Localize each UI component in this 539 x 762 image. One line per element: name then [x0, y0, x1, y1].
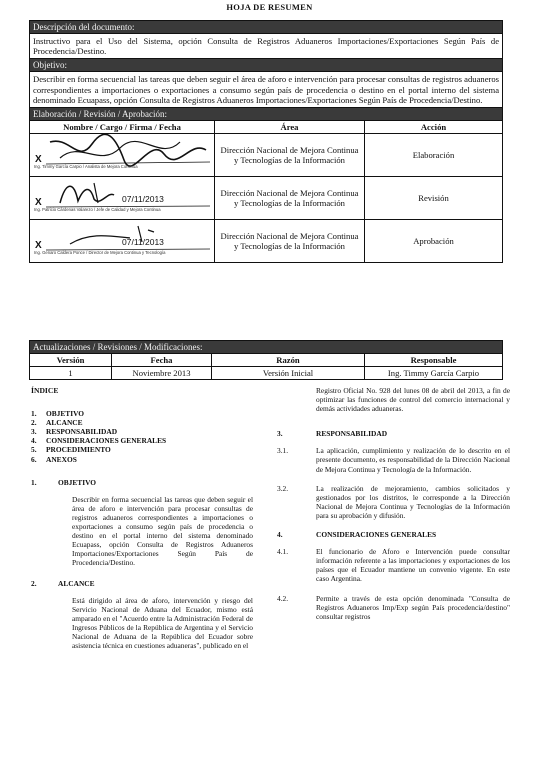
index-item[interactable]: 1. OBJETIVO — [31, 409, 85, 419]
section-heading: 1. OBJETIVO — [31, 477, 97, 487]
subsection: 3.1. La aplicación, cumplimiento y realización de lo descrito en el presente documento, es responsabilidad de la Dirección Nacional de Mejora Continua y Tecnología de la Información. — [277, 446, 510, 474]
signature-cell — [30, 177, 215, 220]
index-item[interactable]: 2. ALCANCE — [31, 418, 83, 428]
signature-caption: Ing. Timmy García Carpio / Analista de Mejora Continua — [34, 164, 138, 170]
index-title: ÍNDICE — [31, 386, 59, 395]
col-razon: Razón — [212, 354, 365, 367]
responsable-cell: Ing. Timmy García Carpio — [365, 367, 503, 380]
signature-date: 07/11/2013 — [122, 194, 164, 205]
signature-x: X — [35, 240, 42, 252]
elaboracion-header: Elaboración / Revisión / Aprobación: — [30, 108, 503, 121]
section-heading: 2. ALCANCE — [31, 578, 95, 588]
signature-row-aprobacion — [30, 220, 503, 263]
subsection: 4.2. Permite a través de esta opción denominada "Consulta de Registros Aduaneros Imp/Exp según País procedencia/destino" consultar registros — [277, 593, 510, 621]
accion-cell: Revisión — [365, 177, 503, 220]
versions-table — [29, 340, 503, 380]
area-cell: Dirección Nacional de Mejora Continua y Tecnologías de la Información — [215, 220, 365, 263]
signature-cell — [30, 220, 215, 263]
razon-cell: Versión Inicial — [212, 367, 365, 380]
area-cell: Dirección Nacional de Mejora Continua y Tecnologías de la Información — [215, 134, 365, 177]
signature-row-elaboracion — [30, 134, 503, 177]
objetivo-header: Objetivo: — [30, 59, 503, 72]
section-text: Está dirigido al área de aforo, intervención y riesgo del Servicio Nacional de Aduana del Ecuador, mismo está amparado en el "Acuerdo entre la Administración Federal de Ingresos Públicos de la República de Argentina y el Servicio Nacional de Aduana de la República del Ecuador sobre asistencia técnica en cuestiones aduaneras", publicado en el — [72, 595, 253, 651]
col-responsable: Responsable — [365, 354, 503, 367]
col-nombre: Nombre / Cargo / Firma / Fecha — [30, 121, 215, 134]
col-area: Área — [215, 121, 365, 134]
signature-date: 07/11/2013 — [122, 237, 164, 248]
index-item[interactable]: 5. PROCEDIMIENTO — [31, 445, 111, 455]
signature-cell — [30, 134, 215, 177]
col-fecha: Fecha — [112, 354, 212, 367]
signature-x: X — [35, 154, 42, 166]
page-title: HOJA DE RESUMEN — [226, 2, 313, 12]
version-cell: 1 — [30, 367, 112, 380]
index-item[interactable]: 6. ANEXOS — [31, 454, 77, 464]
section-text: Describir en forma secuencial las tareas que deben seguir el área de aforo e intervención para procesar consultas de registros aduaneros correspondientes a importaciones o exportaciones a consumo según país de procedencia o destino en el portal interno del sistema denominado Ecuapass, opción Consulta de Registros Aduaneros Importaciones/Exportaciones Según País de Procedencia/Destino. — [72, 494, 253, 568]
area-cell: Dirección Nacional de Mejora Continua y Tecnologías de la Información — [215, 177, 365, 220]
fecha-cell: Noviembre 2013 — [112, 367, 212, 380]
descripcion-text: Instructivo para el Uso del Sistema, opción Consulta de Registros Aduaneros Importaciones/Exportaciones Según País de Procedencia/Destino. — [30, 34, 503, 59]
signature-x: X — [35, 197, 42, 209]
signature-row-revision — [30, 177, 503, 220]
section-heading: 3. RESPONSABILIDAD — [277, 429, 388, 439]
table-row — [30, 367, 503, 380]
subsection: 3.2. La realización de mejoramiento, cambios solicitados y gestionados por los distritos, le corresponde a la Dirección Nacional de Mejora Continua y Tecnologías de la Información para su aprobación y difusión. — [277, 483, 510, 520]
accion-cell: Aprobación — [365, 220, 503, 263]
index-item[interactable]: 4. CONSIDERACIONES GENERALES — [31, 436, 167, 446]
objetivo-text: Describir en forma secuencial las tareas que deben seguir el área de aforo e intervención para procesar consultas de registros aduaneros correspondientes a importaciones o exportaciones a consumo según país de procedencia o destino en el portal interno del sistema denominado Ecuapass, opción Consulta de Registros Aduaneros Importaciones/Exportaciones Según País de Procedencia/Destino. — [30, 72, 503, 108]
summary-table — [29, 20, 503, 263]
section-text: Registro Oficial No. 928 del lunes 08 de abril del 2013, a fin de optimizar las funciones de control del comercio internacional y demás actividades aduaneras. — [316, 386, 510, 414]
right-column — [277, 386, 510, 631]
index-list — [31, 409, 253, 464]
subsection: 4.1. El funcionario de Aforo e Intervención puede consultar información referente a las importaciones y exportaciones de los países que el Ecuador mantiene un convenio vigente. En este caso Argentina. — [277, 547, 510, 584]
left-column — [31, 386, 253, 661]
index-item[interactable]: 3. RESPONSABILIDAD — [31, 427, 118, 437]
col-version: Versión — [30, 354, 112, 367]
section-heading: 4. CONSIDERACIONES GENERALES — [277, 530, 437, 540]
signature-caption: Ing. Patricio Cárdenas Valarezo / Jefe de Calidad y Mejora Continua — [34, 207, 161, 213]
col-accion: Acción — [365, 121, 503, 134]
descripcion-header: Descripción del documento: — [30, 21, 503, 34]
signature-caption: Ing. Genaro Caldera Ponce / Director de Mejora Continua y Tecnología — [34, 250, 166, 256]
actualizaciones-header: Actualizaciones / Revisiones / Modificaciones: — [30, 341, 503, 354]
accion-cell: Elaboración — [365, 134, 503, 177]
